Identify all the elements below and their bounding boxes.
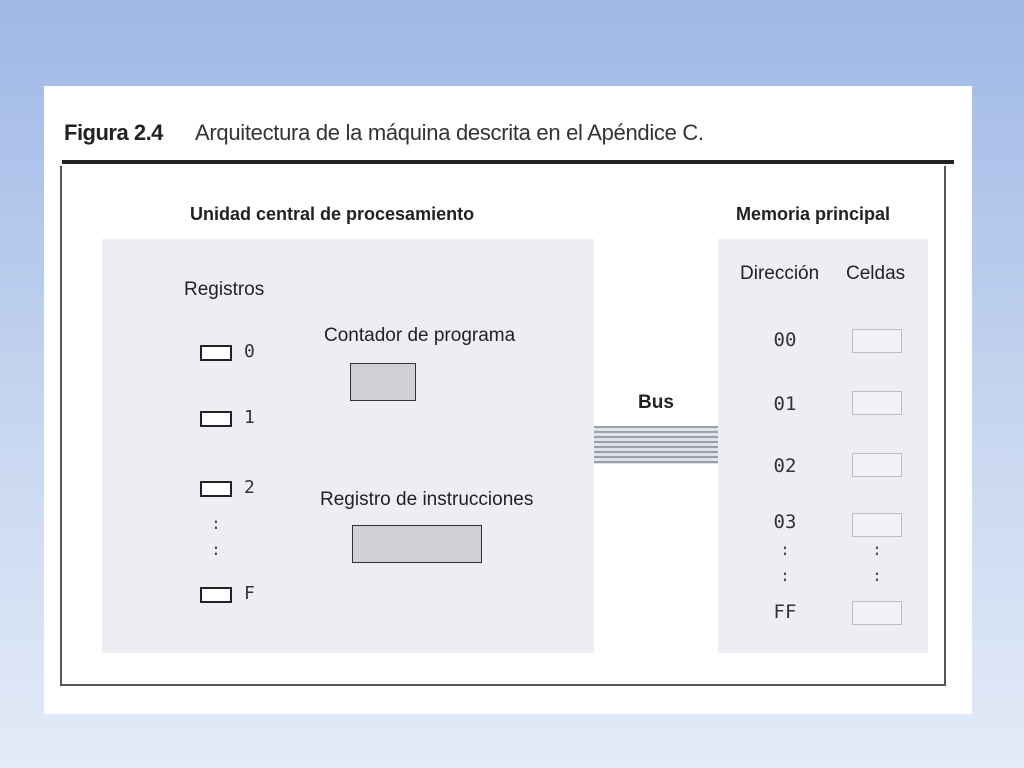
memory-cell: [852, 513, 902, 537]
memory-address: 02: [773, 455, 797, 477]
bus-lines: [594, 426, 718, 464]
register-number: 1: [244, 407, 255, 428]
instruction-register-label: Registro de instrucciones: [320, 489, 534, 510]
instruction-register: [352, 525, 482, 563]
program-counter-label: Contador de programa: [324, 325, 516, 346]
register-box: [200, 345, 232, 361]
register-number: 2: [244, 477, 255, 498]
figure-title: Arquitectura de la máquina descrita en el Apéndice C.: [195, 120, 704, 145]
register-box: [200, 587, 232, 603]
figure-label: Figura 2.4: [64, 120, 163, 145]
ellipsis-dots: :: [780, 566, 790, 585]
ellipsis-dots: :: [780, 540, 790, 559]
register-box: [200, 481, 232, 497]
register-number: 0: [244, 341, 255, 362]
ellipsis-dots: :: [211, 540, 221, 559]
bus-label: Bus: [638, 392, 674, 413]
title-rule: [62, 160, 954, 164]
memory-cell: [852, 391, 902, 415]
ellipsis-dots: :: [211, 514, 221, 533]
register-box: [200, 411, 232, 427]
address-header: Dirección: [740, 263, 820, 284]
memory-panel: [718, 239, 928, 653]
register-number: F: [244, 583, 255, 604]
cpu-heading: Unidad central de procesamiento: [190, 204, 475, 224]
cpu-panel: [102, 239, 594, 653]
memory-address: FF: [773, 601, 797, 623]
memory-address: 00: [773, 329, 797, 351]
cells-header: Celdas: [846, 263, 906, 284]
memory-cell: [852, 453, 902, 477]
memory-cell: [852, 601, 902, 625]
memory-cell: [852, 329, 902, 353]
memory-address: 03: [773, 511, 797, 533]
memory-heading: Memoria principal: [736, 204, 891, 224]
program-counter-register: [350, 363, 416, 401]
registers-label: Registros: [184, 279, 265, 300]
ellipsis-dots: :: [872, 566, 882, 585]
slide: [44, 86, 972, 714]
memory-address: 01: [773, 393, 797, 415]
ellipsis-dots: :: [872, 540, 882, 559]
